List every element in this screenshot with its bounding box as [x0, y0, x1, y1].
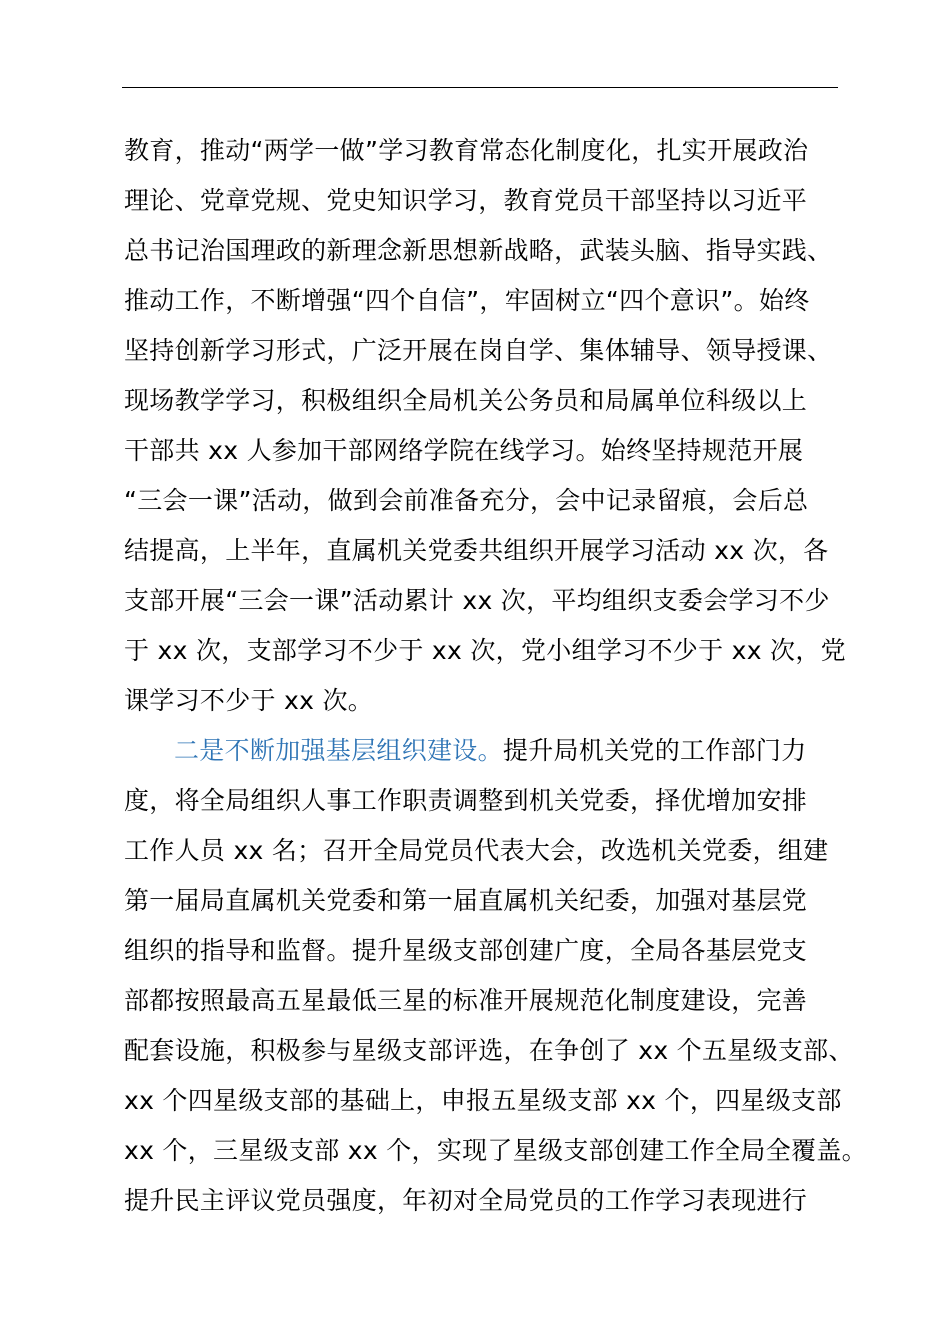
paragraph-1-line: 总书记治国理政的新理念新思想新战略，武装头脑、指导实践、	[124, 236, 833, 265]
paragraph-2-line: 度，将全局组织人事工作职责调整到机关党委，择优增加安排	[124, 786, 808, 815]
paragraph-2-line: 部都按照最高五星最低三星的标准开展规范化制度建设，完善	[124, 986, 808, 1015]
paragraph-2-line: 配套设施，积极参与星级支部评选，在争创了 xx 个五星级支部、	[124, 1036, 854, 1065]
paragraph-2-first-line-text: 提升局机关党的工作部门力	[502, 736, 807, 765]
paragraph-1-line: 现场教学学习，积极组织全局机关公务员和局属单位科级以上	[124, 386, 808, 415]
paragraph-2-line: xx 个，三星级支部 xx 个，实现了星级支部创建工作全局全覆盖。	[124, 1136, 867, 1165]
paragraph-2-line: 第一届局直属机关党委和第一届直属机关纪委，加强对基层党	[124, 886, 808, 915]
header-rule	[122, 87, 838, 88]
paragraph-1-line: 推动工作，不断增强“四个自信”，牢固树立“四个意识”。始终	[124, 286, 810, 315]
paragraph-2-line: 提升民主评议党员强度，年初对全局党员的工作学习表现进行	[124, 1186, 808, 1215]
paragraph-2-first-line	[124, 726, 864, 776]
paragraph-1-line: 干部共 xx 人参加干部网络学院在线学习。始终坚持规范开展	[124, 436, 804, 465]
paragraph-1-line: 于 xx 次，支部学习不少于 xx 次，党小组学习不少于 xx 次，党	[124, 636, 846, 665]
paragraph-2-line: xx 个四星级支部的基础上，申报五星级支部 xx 个，四星级支部	[124, 1086, 842, 1115]
paragraph-1-line: 结提高，上半年，直属机关党委共组织开展学习活动 xx 次，各	[124, 536, 829, 565]
paragraph-2-line: 组织的指导和监督。提升星级支部创建广度，全局各基层党支	[124, 936, 808, 965]
paragraph-1-line: 坚持创新学习形式，广泛开展在岗自学、集体辅导、领导授课、	[124, 336, 833, 365]
paragraph-1-line: “三会一课”活动，做到会前准备充分，会中记录留痕，会后总	[124, 486, 809, 515]
paragraph-1-line: 教育，推动“两学一做”学习教育常态化制度化，扎实开展政治	[124, 136, 809, 165]
paragraph-1-line: 课学习不少于 xx 次。	[124, 686, 374, 715]
document-body	[124, 126, 867, 1226]
paragraph-1-line: 支部开展“三会一课”活动累计 xx 次，平均组织支委会学习不少	[124, 586, 830, 615]
paragraph-1-line: 理论、党章党规、党史知识学习，教育党员干部坚持以习近平	[124, 186, 808, 215]
section-heading: 二是不断加强基层组织建设。	[174, 736, 503, 765]
paragraph-2-line: 工作人员 xx 名；召开全局党员代表大会，改选机关党委，组建	[124, 836, 829, 865]
